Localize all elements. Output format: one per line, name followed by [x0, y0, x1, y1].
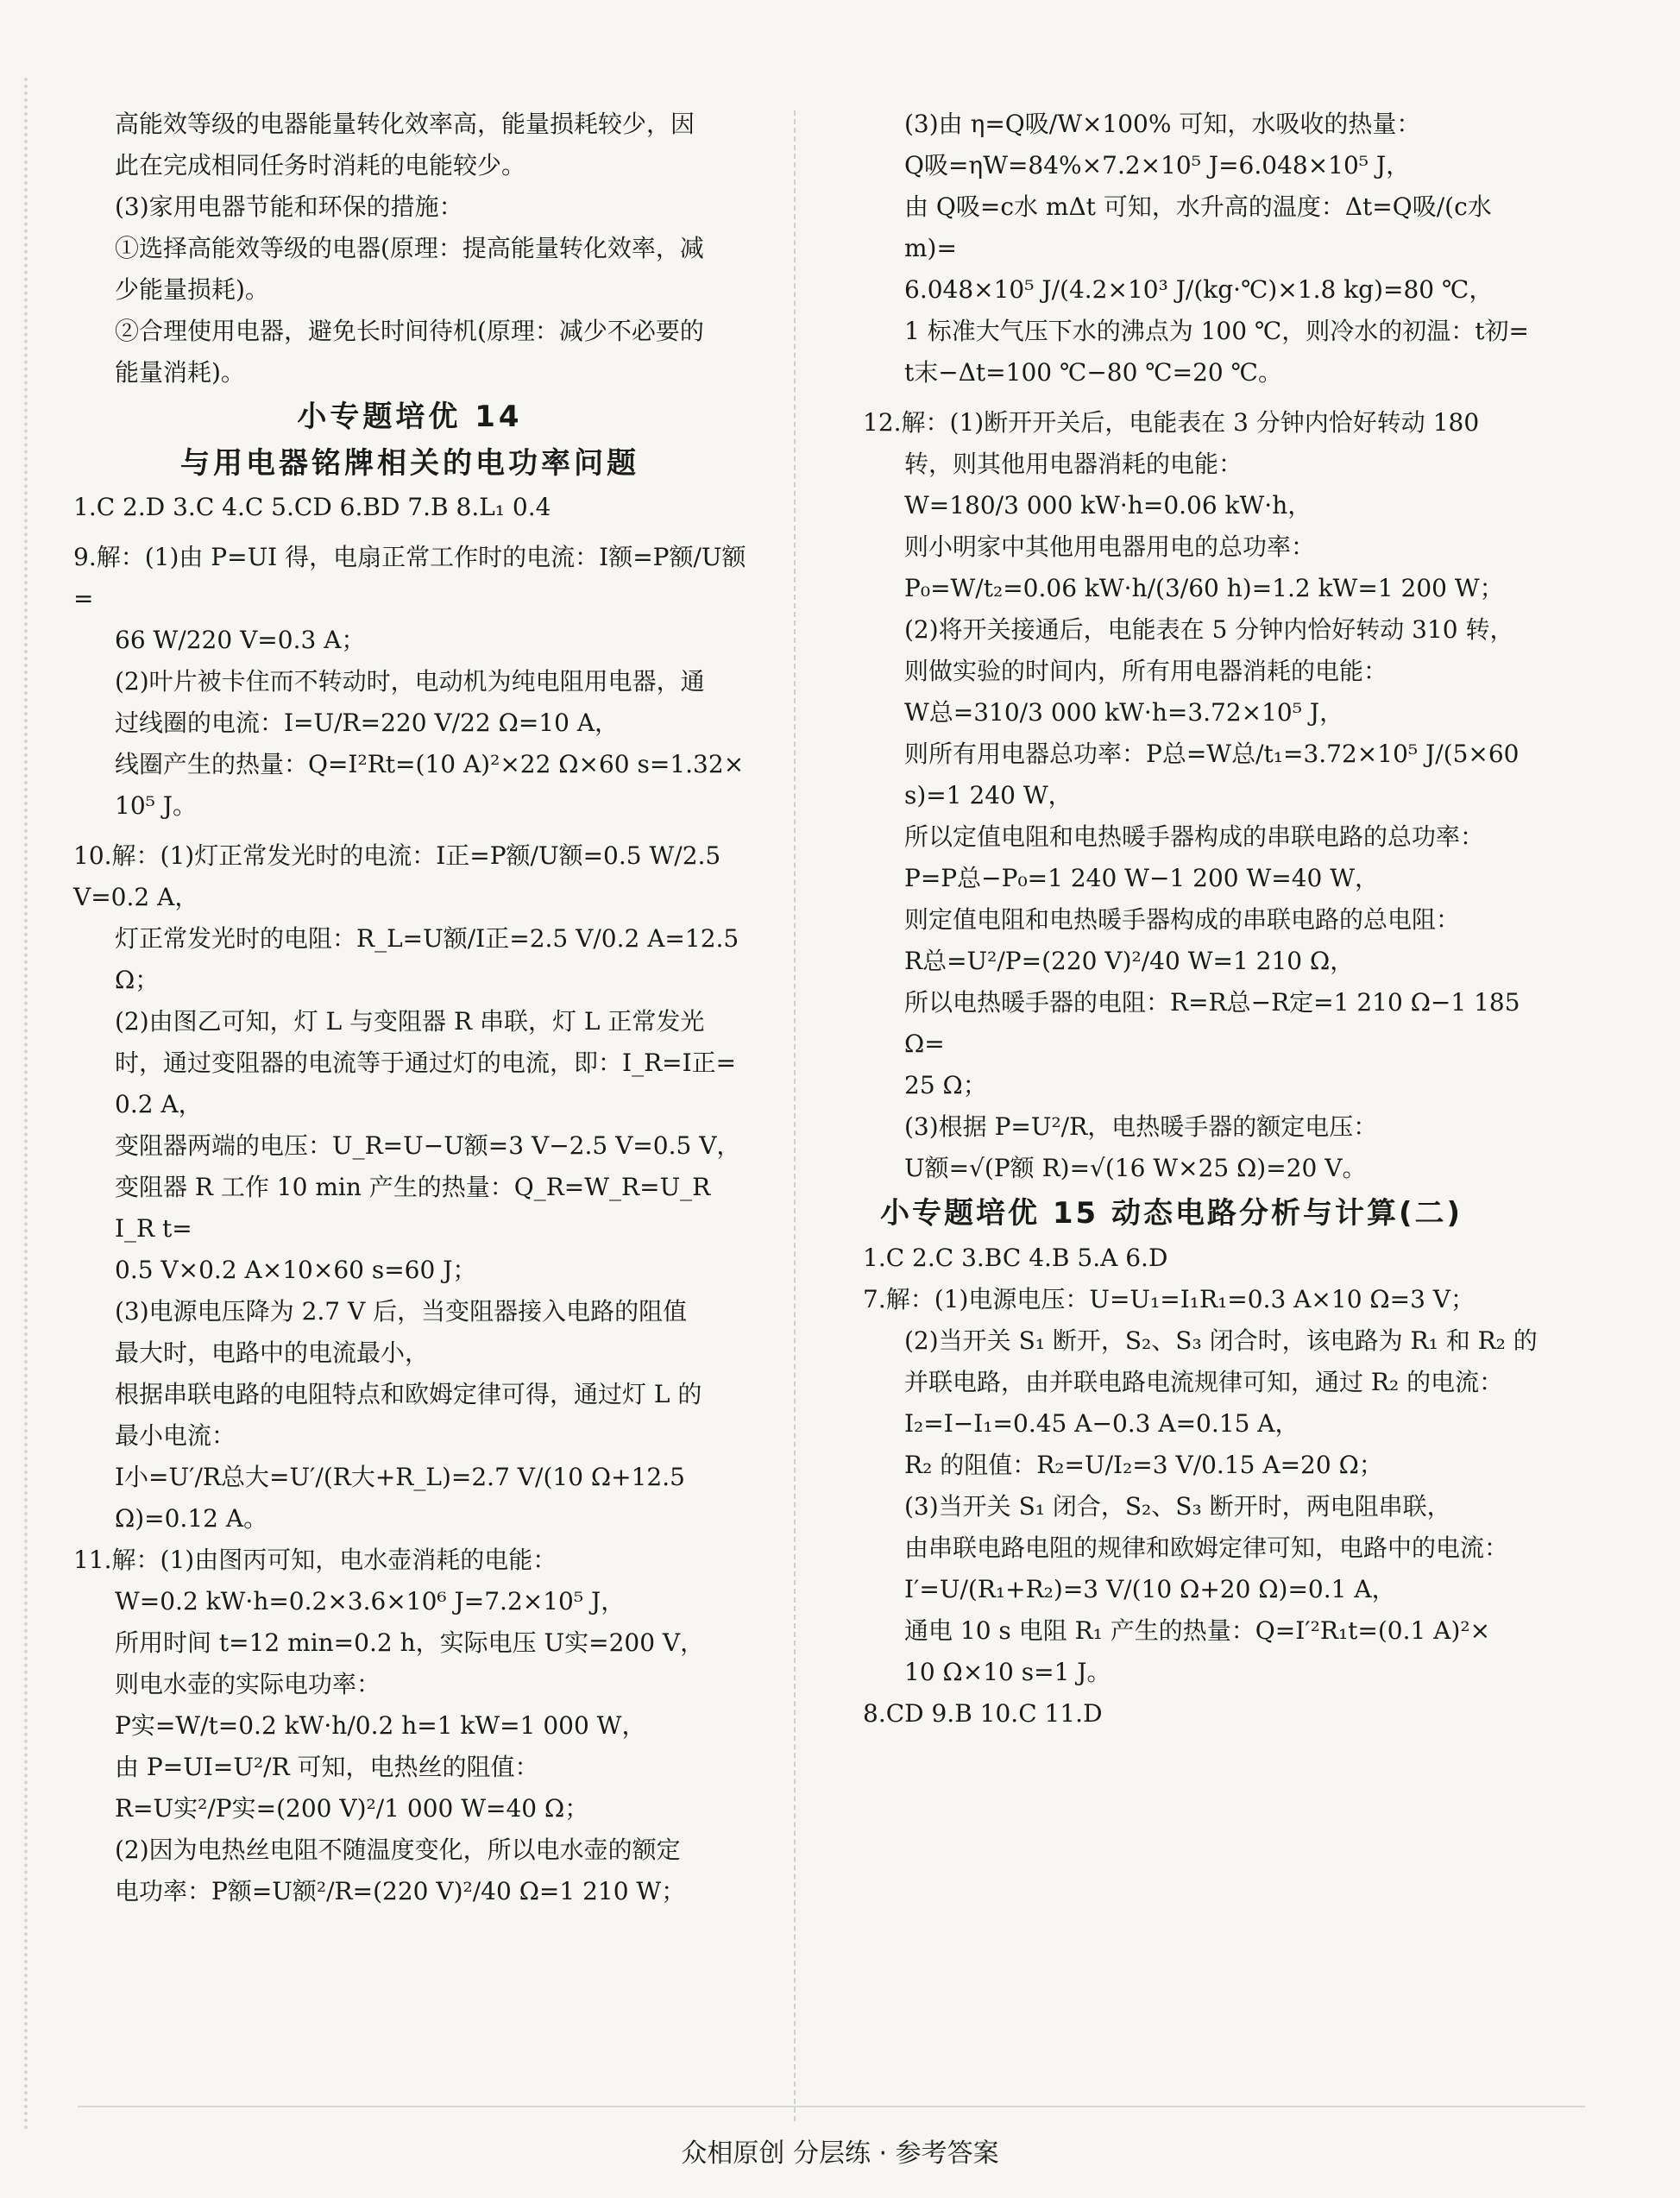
q7-line: 7.解：(1)电源电压：U=U₁=I₁R₁=0.3 A×10 Ω=3 V；: [863, 1285, 1476, 1313]
q9-line: 9.解：(1)由 P=UI 得，电扇正常工作时的电流：I额=P额/U额=: [73, 543, 746, 613]
q11b-line: 由 Q吸=c水 mΔt 可知，水升高的温度：Δt=Q吸/(c水 m)=: [904, 192, 1492, 262]
q9-line: (2)叶片被卡住而不转动时，电动机为纯电阻用电器，通: [115, 667, 705, 696]
q7-line: 通电 10 s 电阻 R₁ 产生的热量：Q=I′²R₁t=(0.1 A)²×: [904, 1616, 1491, 1645]
section15-title: 小专题培优 15 动态电路分析与计算(二): [880, 1196, 1463, 1231]
q10-line: 根据串联电路的电阻特点和欧姆定律可得，通过灯 L 的: [115, 1380, 702, 1408]
text-line: 高能效等级的电器能量转化效率高，能量损耗较少，因: [115, 110, 695, 138]
section15-answers: 1.C 2.C 3.BC 4.B 5.A 6.D: [863, 1244, 1168, 1272]
q7-line: I₂=I−I₁=0.45 A−0.3 A=0.15 A，: [904, 1409, 1299, 1438]
text-line: 此在完成相同任务时消耗的电能较少。: [115, 151, 526, 179]
text-line: ①选择高能效等级的电器(原理：提高能量转化效率，减: [115, 234, 704, 262]
q10-line: 0.5 V×0.2 A×10×60 s=60 J；: [115, 1256, 477, 1284]
text-line: (3)家用电器节能和环保的措施：: [115, 192, 463, 221]
binding-dots: [24, 78, 28, 2132]
q12-line: 25 Ω；: [904, 1071, 987, 1099]
tail-answers: 8.CD 9.B 10.C 11.D: [863, 1699, 1103, 1728]
q10-line: 最大时，电路中的电流最小，: [115, 1338, 430, 1367]
section14-answers: 1.C 2.D 3.C 4.C 5.CD 6.BD 7.B 8.L₁ 0.4: [73, 493, 551, 521]
q12-line: (2)将开关接通后，电能表在 5 分钟内恰好转动 310 转，: [904, 615, 1514, 644]
q10-line: 时，通过变阻器的电流等于通过灯的电流，即：I_R=I正=: [115, 1049, 737, 1077]
q12-line: 所以定值电阻和电热暖手器构成的串联电路的总功率：: [904, 822, 1485, 851]
q9-line: 66 W/220 V=0.3 A；: [115, 626, 366, 654]
q11-line: 由 P=UI=U²/R 可知，电热丝的阻值：: [115, 1753, 539, 1781]
q10-line: 0.2 A，: [115, 1090, 203, 1118]
left-column: [73, 104, 746, 1912]
footer-rule: [78, 2106, 1585, 2107]
q11b-line: t末−Δt=100 ℃−80 ℃=20 ℃。: [904, 358, 1282, 387]
q11-line: 11.解：(1)由图丙可知，电水壶消耗的电能：: [73, 1546, 557, 1574]
q7-line: I′=U/(R₁+R₂)=3 V/(10 Ω+20 Ω)=0.1 A，: [904, 1575, 1396, 1603]
q7-line: (3)当开关 S₁ 闭合，S₂、S₃ 断开时，两电阻串联，: [904, 1492, 1451, 1521]
section14-subtitle: 与用电器铭牌相关的电功率问题: [180, 446, 639, 481]
q7-line: (2)当开关 S₁ 断开，S₂、S₃ 闭合时，该电路为 R₁ 和 R₂ 的: [904, 1326, 1538, 1355]
q12-line: 则做实验的时间内，所有用电器消耗的电能：: [904, 657, 1388, 685]
q11-line: 电功率：P额=U额²/R=(220 V)²/40 Ω=1 210 W；: [115, 1877, 686, 1905]
q12-line: W总=310/3 000 kW·h=3.72×10⁵ J，: [904, 698, 1344, 727]
q12-line: 12.解：(1)断开开关后，电能表在 3 分钟内恰好转动 180: [863, 408, 1480, 437]
q12-line: 则小明家中其他用电器用电的总功率：: [904, 532, 1316, 561]
q11b-line: Q吸=ηW=84%×7.2×10⁵ J=6.048×10⁵ J，: [904, 151, 1411, 179]
q10-line: (2)由图乙可知，灯 L 与变阻器 R 串联，灯 L 正常发光: [115, 1007, 705, 1036]
q12-line: (3)根据 P=U²/R，电热暖手器的额定电压：: [904, 1112, 1378, 1141]
q9-line: 过线圈的电流：I=U/R=220 V/22 Ω=10 A，: [115, 709, 620, 737]
q10-line: 变阻器 R 工作 10 min 产生的热量：Q_R=W_R=U_R I_R t=: [115, 1173, 711, 1243]
q12-line: 则所有用电器总功率：P总=W总/t₁=3.72×10⁵ J/(5×60 s)=1 240 W，: [904, 740, 1520, 809]
q12-line: U额=√(P额 R)=√(16 W×25 Ω)=20 V。: [904, 1154, 1367, 1182]
q11-line: P实=W/t=0.2 kW·h/0.2 h=1 kW=1 000 W，: [115, 1711, 646, 1740]
text-line: 少能量损耗)。: [115, 275, 269, 304]
q11b-line: (3)由 η=Q吸/W×100% 可知，水吸收的热量：: [904, 110, 1421, 138]
q7-line: 并联电路，由并联电路电流规律可知，通过 R₂ 的电流：: [904, 1368, 1504, 1396]
q10-line: I小=U′/R总大=U′/(R大+R_L)=2.7 V/(10 Ω+12.5 Ω)=0.12 A。: [115, 1463, 685, 1533]
column-divider: [794, 110, 796, 2121]
q11b-line: 6.048×10⁵ J/(4.2×10³ J/(kg·℃)×1.8 kg)=80 ℃，: [904, 275, 1494, 304]
q10-line: (3)电源电压降为 2.7 V 后，当变阻器接入电路的阻值: [115, 1297, 688, 1326]
right-column: [863, 104, 1545, 1735]
page-footer: 众相原创 分层练 · 参考答案: [681, 2138, 999, 2169]
q11-line: (2)因为电热丝电阻不随温度变化，所以电水壶的额定: [115, 1836, 681, 1864]
q11-line: 所用时间 t=12 min=0.2 h，实际电压 U实=200 V，: [115, 1628, 705, 1657]
q11-line: W=0.2 kW·h=0.2×3.6×10⁶ J=7.2×10⁵ J，: [115, 1587, 626, 1615]
q7-line: 由串联电路电阻的规律和欧姆定律可知，电路中的电流：: [904, 1534, 1509, 1562]
q7-line: R₂ 的阻值：R₂=U/I₂=3 V/0.15 A=20 Ω；: [904, 1451, 1383, 1479]
q12-line: 转，则其他用电器消耗的电能：: [904, 450, 1243, 478]
text-line: ②合理使用电器，避免长时间待机(原理：减少不必要的: [115, 317, 704, 345]
section14-title: 小专题培优 14: [297, 400, 523, 434]
q10-line: 灯正常发光时的电阻：R_L=U额/I正=2.5 V/0.2 A=12.5 Ω；: [115, 924, 739, 994]
q11b-line: 1 标准大气压下水的沸点为 100 ℃，则冷水的初温：t初=: [904, 317, 1529, 345]
q12-line: 则定值电阻和电热暖手器构成的串联电路的总电阻：: [904, 905, 1461, 934]
q10-line: 最小电流：: [115, 1421, 236, 1450]
q10-line: 变阻器两端的电压：U_R=U−U额=3 V−2.5 V=0.5 V，: [115, 1131, 741, 1160]
q11-line: 则电水壶的实际电功率：: [115, 1670, 381, 1698]
q12-line: P₀=W/t₂=0.06 kW·h/(3/60 h)=1.2 kW=1 200 W；: [904, 574, 1504, 602]
q9-line: 线圈产生的热量：Q=I²Rt=(10 A)²×22 Ω×60 s=1.32×: [115, 750, 745, 778]
text-line: 能量消耗)。: [115, 358, 245, 387]
q11-line: R=U实²/P实=(200 V)²/1 000 W=40 Ω；: [115, 1794, 589, 1823]
q12-line: P=P总−P₀=1 240 W−1 200 W=40 W，: [904, 864, 1380, 892]
q12-line: 所以电热暖手器的电阻：R=R总−R定=1 210 Ω−1 185 Ω=: [904, 988, 1520, 1058]
q9-line: 10⁵ J。: [115, 791, 197, 820]
q7-line: 10 Ω×10 s=1 J。: [904, 1658, 1111, 1686]
q10-line: 10.解：(1)灯正常发光时的电流：I正=P额/U额=0.5 W/2.5 V=0.2 A，: [73, 841, 721, 911]
q12-line: R总=U²/P=(220 V)²/40 W=1 210 Ω，: [904, 947, 1355, 975]
q12-line: W=180/3 000 kW·h=0.06 kW·h，: [904, 491, 1312, 520]
